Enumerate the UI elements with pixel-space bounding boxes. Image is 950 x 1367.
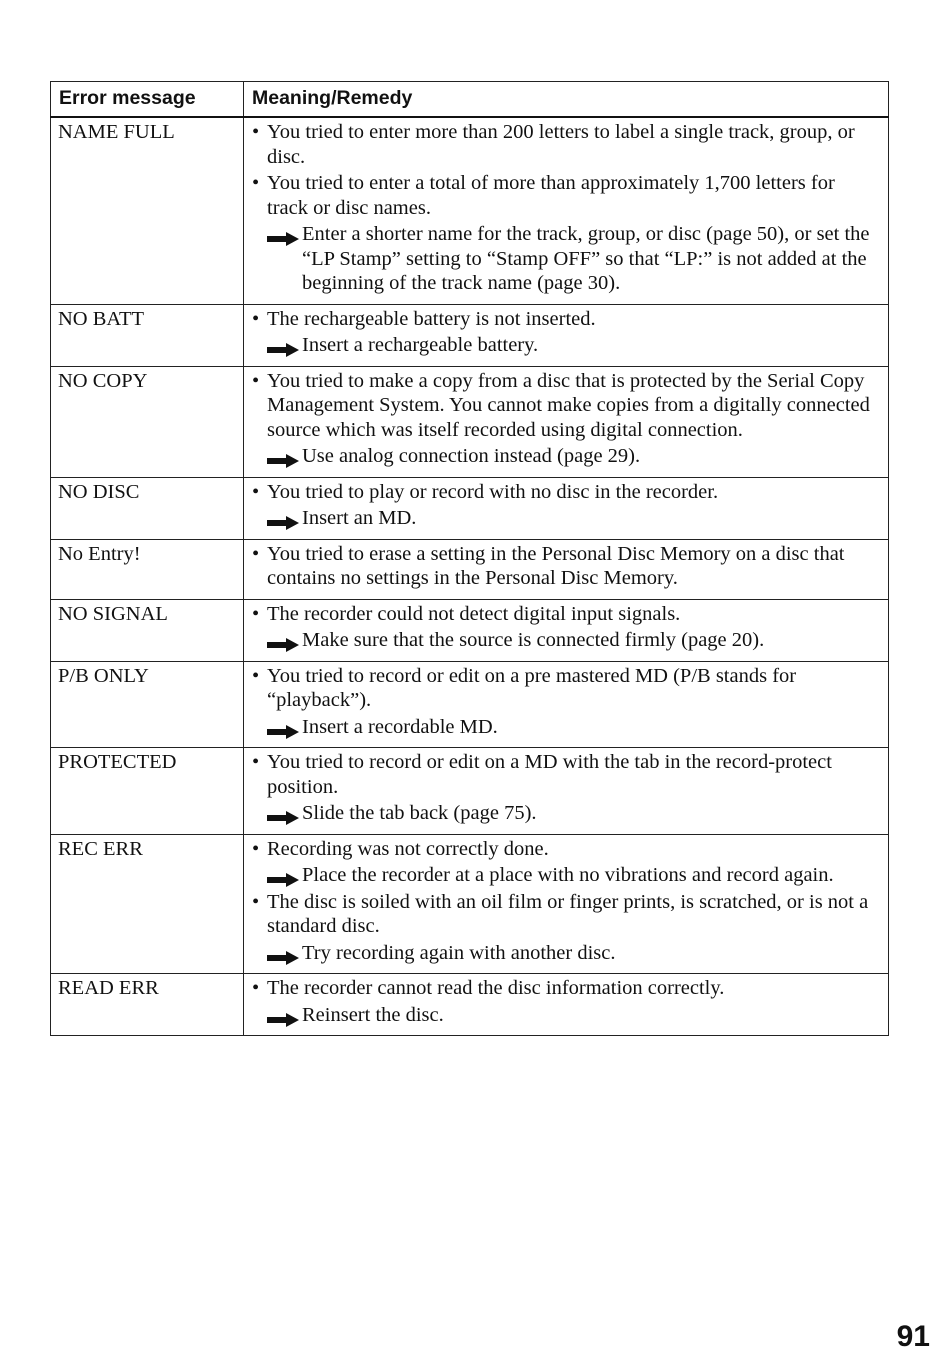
table-row: [51, 661, 889, 748]
remedy-text: Make sure that the source is connected firmly (page 20).: [302, 629, 765, 651]
error-code: REC ERR: [51, 834, 244, 974]
arrow-right-icon: [267, 339, 299, 353]
remedy-item: [252, 628, 880, 653]
arrow-right-icon: [267, 228, 299, 242]
bullet-icon: •: [252, 602, 260, 625]
table-body: [51, 117, 889, 1036]
error-meaning-cell: [244, 834, 889, 974]
table-row: [51, 366, 889, 477]
table-row: [51, 117, 889, 304]
meaning-text: You tried to enter a total of more than approximately 1,700 letters for track or disc names.: [267, 172, 835, 219]
error-meaning-cell: [244, 539, 889, 599]
error-meaning-cell: [244, 477, 889, 539]
arrow-right-icon: [267, 634, 299, 648]
meaning-text: Recording was not correctly done.: [267, 837, 549, 860]
arrow-right-icon: [267, 807, 299, 821]
table-row: [51, 748, 889, 835]
remedy-item: [252, 801, 880, 826]
arrow-right-icon: [267, 512, 299, 526]
error-meaning-cell: [244, 304, 889, 366]
remedy-item: [252, 1003, 880, 1028]
meaning-item: [252, 120, 880, 169]
bullet-icon: •: [252, 977, 260, 999]
meaning-item: [252, 837, 880, 862]
meaning-text: You tried to record or edit on a pre mastered MD (P/B stands for “playback”).: [267, 664, 797, 711]
meaning-text: The recorder cannot read the disc information correctly.: [267, 977, 725, 999]
bullet-icon: •: [252, 751, 260, 773]
meaning-text: You tried to record or edit on a MD with the tab in the record-protect position.: [267, 751, 832, 798]
header-error-message: Error message: [51, 82, 244, 118]
remedy-text: Try recording again with another disc.: [302, 941, 616, 964]
error-code: NO BATT: [51, 304, 244, 366]
remedy-text: Insert an MD.: [302, 507, 417, 529]
remedy-item: [252, 715, 880, 740]
table-row: [51, 304, 889, 366]
meaning-text: You tried to make a copy from a disc that is protected by the Serial Copy Management System. You cannot make copies from a digitally connected source which was itself recorded using digital connection.: [267, 369, 870, 441]
table-row: [51, 539, 889, 599]
error-meaning-cell: [244, 748, 889, 835]
page-number: 91: [896, 1320, 930, 1353]
remedy-text: Slide the tab back (page 75).: [302, 802, 537, 824]
arrow-right-icon: [267, 721, 299, 735]
error-meaning-cell: [244, 974, 889, 1036]
remedy-text: Place the recorder at a place with no vibrations and record again.: [302, 864, 834, 886]
error-code: PROTECTED: [51, 748, 244, 835]
bullet-icon: •: [252, 172, 260, 194]
remedy-item: [252, 222, 880, 296]
arrow-right-icon: [267, 869, 299, 883]
remedy-text: Insert a rechargeable battery.: [302, 334, 539, 356]
meaning-item: [252, 602, 880, 627]
bullet-icon: •: [252, 542, 260, 565]
arrow-right-icon: [267, 1009, 299, 1023]
arrow-right-icon: [267, 947, 299, 961]
table-row: [51, 834, 889, 974]
bullet-icon: •: [252, 369, 260, 392]
remedy-text: Use analog connection instead (page 29).: [302, 445, 641, 467]
remedy-item: [252, 941, 880, 966]
meaning-text: You tried to enter more than 200 letters to label a single track, group, or disc.: [267, 121, 855, 168]
error-code: P/B ONLY: [51, 661, 244, 748]
meaning-text: You tried to play or record with no disc in the recorder.: [267, 480, 719, 503]
meaning-item: [252, 369, 880, 443]
remedy-item: [252, 333, 880, 358]
remedy-item: [252, 863, 880, 888]
error-code: NO SIGNAL: [51, 599, 244, 661]
arrow-right-icon: [267, 450, 299, 464]
meaning-text: The disc is soiled with an oil film or finger prints, is scratched, or is not a standard disc.: [267, 890, 869, 937]
remedy-item: [252, 506, 880, 531]
error-message-table: [50, 81, 889, 1036]
meaning-item: [252, 171, 880, 220]
error-code: NO DISC: [51, 477, 244, 539]
table-row: [51, 477, 889, 539]
error-meaning-cell: [244, 366, 889, 477]
bullet-icon: •: [252, 890, 260, 913]
remedy-text: Insert a recordable MD.: [302, 715, 498, 738]
error-meaning-cell: [244, 599, 889, 661]
table-row: [51, 599, 889, 661]
bullet-icon: •: [252, 307, 260, 330]
error-code: NO COPY: [51, 366, 244, 477]
meaning-item: [252, 976, 880, 1001]
meaning-text: You tried to erase a setting in the Personal Disc Memory on a disc that contains no settings in the Personal Disc Memory.: [267, 542, 845, 589]
meaning-item: [252, 307, 880, 332]
error-code: NAME FULL: [51, 117, 244, 304]
error-code: No Entry!: [51, 539, 244, 599]
meaning-text: The recorder could not detect digital input signals.: [267, 602, 681, 625]
error-meaning-cell: [244, 117, 889, 304]
header-meaning-remedy: Meaning/Remedy: [244, 82, 889, 118]
meaning-item: [252, 890, 880, 939]
bullet-icon: •: [252, 664, 260, 687]
meaning-item: [252, 664, 880, 713]
remedy-item: [252, 444, 880, 469]
error-meaning-cell: [244, 661, 889, 748]
meaning-text: The rechargeable battery is not inserted.: [267, 307, 596, 330]
remedy-text: Reinsert the disc.: [302, 1003, 444, 1026]
error-code: READ ERR: [51, 974, 244, 1036]
meaning-item: [252, 750, 880, 799]
meaning-item: [252, 480, 880, 505]
bullet-icon: •: [252, 837, 260, 860]
table-row: [51, 974, 889, 1036]
table-header-row: [51, 82, 889, 118]
bullet-icon: •: [252, 121, 260, 143]
meaning-item: [252, 542, 880, 591]
bullet-icon: •: [252, 480, 260, 503]
remedy-text: Enter a shorter name for the track, group, or disc (page 50), or set the “LP Stamp” setting to “Stamp OFF” so that “LP:” is not added at the beginning of the track name (page 30).: [302, 223, 870, 294]
